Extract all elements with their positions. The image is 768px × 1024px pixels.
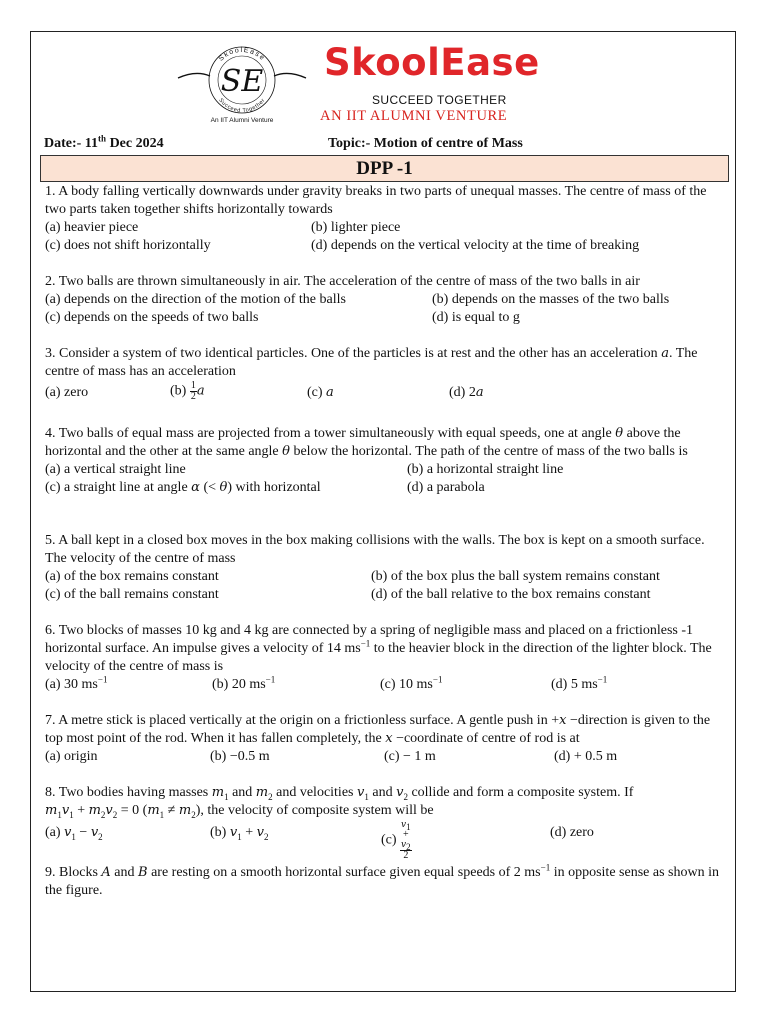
- question-8-stem: 8. Two bodies having masses $m_1$ and $m_2$ and velocities $v_1$ and $v_2$ collide and form a composite system. If $m_1v_1 + m_2v_2 = 0$ $(m_1 \ne m_2)$, the velocity of composite system will be: [45, 785, 634, 820]
- q2-option-b: (b) depends on the masses of the two balls: [432, 292, 670, 307]
- brand-name: [324, 41, 540, 84]
- q2-option-c: (c) depends on the speeds of two balls: [45, 310, 259, 325]
- q4-option-d: (d) a parabola: [407, 480, 485, 495]
- logo-monogram: SE: [220, 64, 264, 99]
- logo-ring-bottom-text: Succeed Together: [217, 97, 267, 115]
- q1-option-d: (d) depends on the vertical velocity at the time of breaking: [311, 238, 640, 253]
- question-1-stem: 1. A body falling vertically downwards under gravity breaks in two parts of unequal masses. The centre of mass of the two parts taken together shifts horizontally towards: [45, 184, 707, 217]
- q2-option-d: (d) is equal to g: [432, 310, 520, 325]
- q8-option-a: (a) $v_1 - v_2$: [45, 825, 103, 842]
- question-9: [45, 864, 725, 900]
- q3-option-d: (d) 2a: [449, 385, 484, 400]
- q1-option-a: (a) heavier piece: [45, 220, 139, 235]
- q6-option-d: (d) 5 $ms^{-1}$: [551, 674, 608, 692]
- q5-option-b: (b) of the box plus the ball system remains constant: [371, 569, 660, 584]
- q8-option-d: (d) zero: [550, 825, 594, 840]
- brand-skool: Skool: [324, 41, 441, 84]
- question-6-stem: 6. Two blocks of masses 10 kg and 4 kg are connected by a spring of negligible mass and placed on a frictionless -1 horizontal surface. An impulse gives a velocity of 14 $ms^{-1}$ to the heavier block in the direction of the lighter block. The velocity of the centre of mass is: [45, 623, 712, 674]
- q5-option-d: (d) of the ball relative to the box remains constant: [371, 587, 651, 602]
- question-2-stem: 2. Two balls are thrown simultaneously in air. The acceleration of the centre of mass of the two balls in air: [45, 274, 640, 289]
- question-3-stem: 3. Consider a system of two identical particles. One of the particles is at rest and the other has an acceleration a. The centre of mass has an acceleration: [45, 346, 698, 379]
- question-5: [45, 532, 725, 604]
- tagline: SUCCEED TOGETHER: [372, 93, 507, 107]
- question-3: [45, 345, 725, 403]
- logo-caption: An IIT Alumni Venture: [210, 117, 274, 124]
- question-4-stem: 4. Two balls of equal mass are projected from a tower simultaneously with equal speeds, one at angle θ above the horizontal and the other at the same angle θ below the horizontal. The path of the centre of mass of the two balls is: [45, 426, 688, 459]
- q6-option-a: (a) 30 $ms^{-1}$: [45, 674, 108, 692]
- question-1: [45, 183, 725, 255]
- q7-option-c: (c) − 1 m: [384, 749, 436, 764]
- q6-option-b: (b) 20 $ms^{-1}$: [212, 674, 276, 692]
- q8-option-b: (b) $v_1 + v_2$: [210, 825, 269, 842]
- q6-option-c: (c) 10 $ms^{-1}$: [380, 674, 443, 692]
- question-6: [45, 622, 725, 694]
- q2-option-a: (a) depends on the direction of the motion of the balls: [45, 292, 346, 307]
- question-2: [45, 273, 725, 327]
- topic-line: Topic:- Motion of centre of Mass: [328, 136, 523, 151]
- q4-option-b: (b) a horizontal straight line: [407, 462, 564, 477]
- q7-option-d: (d) + 0.5 m: [554, 749, 618, 764]
- question-7-stem: 7. A metre stick is placed vertically at the origin on a frictionless surface. A gentle push in +x −direction is given to the top most point of the rod. When it has fallen completely, the x −coordinate of centre of rod is at: [45, 713, 711, 746]
- question-7: [45, 712, 725, 766]
- logo-ring-top-text: SkoolEase: [217, 46, 267, 63]
- question-5-stem: 5. A ball kept in a closed box moves in the box making collisions with the walls. The box is kept on a smooth surface. The velocity of the centre of mass: [45, 533, 705, 566]
- venture-line: AN IIT ALUMNI VENTURE: [320, 108, 508, 124]
- date-line: Date:- 11th Dec 2024: [44, 133, 164, 151]
- dpp-title-bar: DPP -1: [40, 155, 729, 182]
- question-8: [45, 784, 725, 861]
- q4-option-a: (a) a vertical straight line: [45, 462, 186, 477]
- question-9-stem: 9. Blocks A and B are resting on a smooth horizontal surface given equal speeds of 2 $ms^{-1}$ in opposite sense as shown in the figure.: [45, 862, 719, 898]
- svg-text:Succeed Together: [217, 97, 266, 114]
- q1-option-b: (b) lighter piece: [311, 220, 401, 235]
- q4-option-c: (c) a straight line at angle α (< θ) with horizontal: [45, 480, 321, 495]
- brand-ease: Ease: [440, 41, 540, 84]
- q5-option-c: (c) of the ball remains constant: [45, 587, 219, 602]
- q7-option-a: (a) origin: [45, 749, 98, 764]
- q3-option-b: (b) $\frac{1}{2}$ a: [170, 380, 205, 402]
- svg-text:SkoolEase: [218, 47, 267, 63]
- q3-option-c: (c) a: [307, 385, 334, 400]
- q1-option-c: (c) does not shift horizontally: [45, 238, 211, 253]
- skoolease-logo: [176, 40, 308, 130]
- q8-option-c: (c) $v_1$ + $v_2$ 2: [381, 820, 411, 861]
- question-4: [45, 425, 725, 497]
- q5-option-a: (a) of the box remains constant: [45, 569, 219, 584]
- q3-option-a: (a) zero: [45, 385, 89, 400]
- q7-option-b: (b) −0.5 m: [210, 749, 270, 764]
